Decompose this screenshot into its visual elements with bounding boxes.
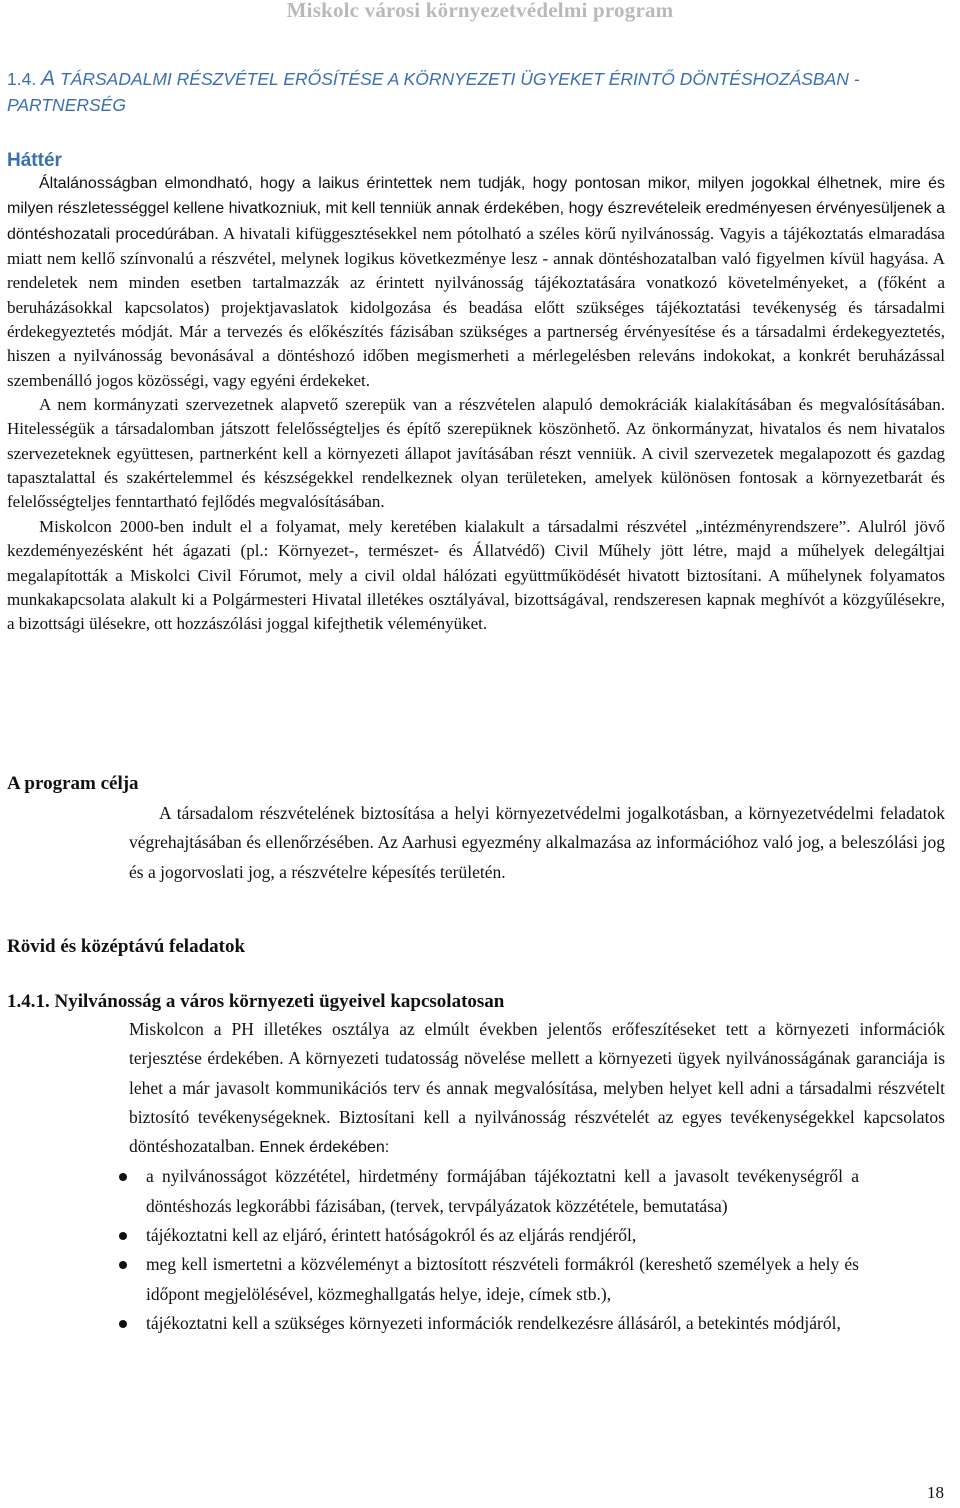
list-item — [129, 1221, 859, 1250]
bullet-icon — [119, 1320, 127, 1328]
section-heading — [7, 66, 952, 118]
running-header: Miskolc városi környezetvédelmi program — [286, 0, 674, 22]
bullet-text: tájékoztatni kell a szükséges környezeti információk rendelkezésre állásáról, a betekintés módjáról, — [146, 1312, 841, 1333]
tasks-bullet-list — [129, 1162, 945, 1338]
tasks-text-sans: Ennek érdekében: — [254, 1139, 390, 1157]
list-item — [129, 1309, 859, 1338]
tasks-subheading: 1.4.1. Nyilvánosság a város környezeti ügyeivel kapcsolatosan — [7, 991, 505, 1012]
background-paragraph-2: A nem kormányzati szervezetnek alapvető szerepük van a részvételen alapuló demokráciák kialakításában és megvalósításában. Hitelességük a társadalomban játszott felelősségteljes és építő szerepüknek köszönhető. Az önkormányzat, hivatalos és nem hivatalos szervezeteknek együttesen, partnerként kell a környezeti állapot javításában részt venniük. A civil szervezetek megalapozott és gazdag tapasztalattal és szakértelemmel és készségekkel rendelkeznek olyan területeken, amelyek különösen fontosak a környezetbarát és felelősségteljes fenntartható fejlődés megvalósításában. — [7, 395, 945, 512]
bullet-text: meg kell ismertetni a közvéleményt a biztosított részvételi formákról (kereshető személyek a hely és időpont megjelölésével, közmeghallgatás helye, ideje, címek stb.), — [146, 1254, 859, 1304]
goal-text: A társadalom részvételének biztosítása a helyi környezetvédelmi jogalkotásban, a környezetvédelmi feladatok végrehajtásában és ellenőrzésében. Az Aarhusi egyezmény alkalmazása az információhoz való jog, a beleszólási jog és a jogorvoslati jog, a részvételre képesítés területén. — [129, 803, 945, 882]
background-paragraph-3: Miskolcon 2000-ben indult el a folyamat, mely keretében kialakult a társadalmi részvétel „intézményrendszere”. Alulról jövő kezdeményezésként hét ágazati (pl.: Környezet-, természet- és Állatvédő) Civil Műhely jött létre, majd a műhelyek delegáltjai megalapították a Miskolci Civil Fórumot, mely a civil oldal hálózati együttműködését hivatott biztosítani. A műhelynek folyamatos munkakapcsolata alakult ki a Polgármesteri Hivatal illetékes osztályával, bizottságával, rendszeresen kapnak meghívót a közgyűlésekre, a bizottsági ülésekre, ott hozzászólási joggal kifejthetik véleményüket. — [7, 516, 945, 634]
tasks-heading: Rövid és középtávú feladatok — [7, 936, 246, 957]
tasks-text-serif: Miskolcon a PH illetékes osztálya az elmúlt években jelentős erőfeszítéseket tett a környezeti információk terjesztése érdekében. A környezeti tudatosság növelése mellett a környezeti ügyek nyilvánosságának garanciája is lehet a már javasolt kommunikációs terv és annak megvalósítása, melyben helyet kell adni a társadalmi részvételt biztosító tevékenységeknek. Biztosítani kell a nyilvánosság részvételét az egyes tevékenységekkel kapcsolatos döntéshozatalban. — [129, 1019, 945, 1157]
list-item — [129, 1250, 859, 1309]
goal-block — [129, 799, 945, 887]
background-paragraph-1-sans: Általánosságban elmondható, hogy a laikus érintettek nem tudják, hogy pontosan mikor, milyen jogokkal élhetnek, mire és milyen részletességgel kellene hivatkozniuk, mit kell tenniük annak érdekében, hogy észrevételeik eredményesen érvényesüljenek a döntéshozatali procedúrában. — [7, 175, 945, 243]
bullet-icon — [119, 1232, 127, 1240]
tasks-block — [129, 1015, 945, 1338]
background-paragraph-1-serif: A hivatali kifüggesztésekkel nem pótolható a széles körű nyilvánosság. Vagyis a tájékoztatás elmaradása miatt nem kellő színvonalú a részvétel, melynek logikus következménye lesz - annak döntéshozatalban való figyelmen kívül hagyása. A rendeletek nem minden esetben tartalmazzák az érintett nyilvánosság tájékoztatására vonatkozó követelményeket, a (főként a beruházásokkal kapcsolatos) projektjavaslatok kidolgozása és beadása előtt szükséges tájékoztatási tevékenység és társadalmi érdekegyeztetés módját. Már a tervezés és előkészítés fázisában szükséges a partnerség érvényesítése és a társadalmi érdekegyeztetés, hiszen a nyilvánosság bevonásával a döntéshozó időben megismerheti a mérlegelésben releváns indokokat, a konkrét beruházással szembenálló jogos közösségi, vagy egyéni érdekeket. — [7, 223, 945, 390]
list-item — [129, 1162, 859, 1221]
bullet-icon — [119, 1261, 127, 1269]
section-title-initial: A — [41, 67, 56, 90]
background-body — [7, 171, 945, 637]
bullet-icon — [119, 1173, 127, 1181]
background-paragraph-1 — [7, 171, 945, 393]
background-heading: Háttér — [7, 150, 62, 171]
section-title: TÁRSADALMI RÉSZVÉTEL ERŐSÍTÉSE A KÖRNYEZETI ÜGYEKET ÉRINTŐ DÖNTÉSHOZÁSBAN - PARTNERSÉG — [7, 69, 860, 115]
tasks-text — [129, 1015, 945, 1162]
bullet-text: a nyilvánosságot közzététel, hirdetmény formájában tájékoztatni kell a javasolt tevékenységről a döntéshozás legkorábbi fázisában, (tervek, tervpályázatok közzététele, bemutatása) — [146, 1166, 859, 1216]
section-number: 1.4. — [7, 69, 37, 89]
goal-heading: A program célja — [7, 773, 139, 794]
bullet-text: tájékoztatni kell az eljáró, érintett hatóságokról és az eljárás rendjéről, — [146, 1225, 637, 1246]
page-number: 18 — [927, 1483, 944, 1502]
